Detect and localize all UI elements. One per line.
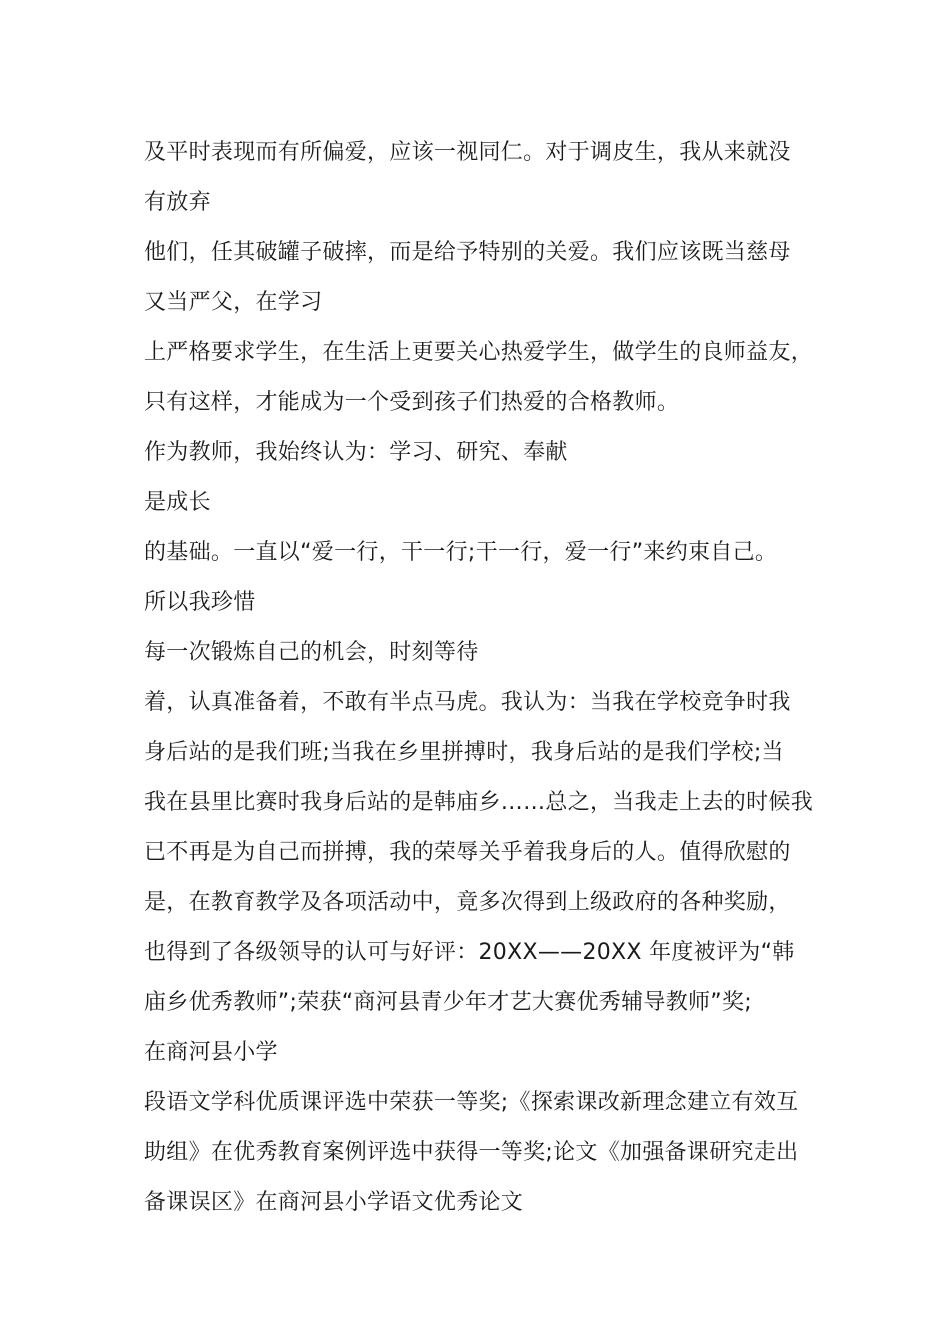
text-line: 助组》在优秀教育案例评选中获得一等奖;论文《加强备课研究走出 <box>144 1140 799 1165</box>
text-line: 备课误区》在商河县小学语文优秀论文 <box>144 1190 524 1215</box>
text-line: 也得到了各级领导的认可与好评：20XX——20XX 年度被评为“韩 <box>144 940 795 965</box>
text-line: 我在县里比赛时我身后站的是韩庙乡……总之，当我走上去的时候我 <box>144 790 814 815</box>
text-line: 段语文学科优质课评选中荣获一等奖;《探索课改新理念建立有效互 <box>144 1090 799 1115</box>
text-line: 上严格要求学生，在生活上更要关心热爱学生，做学生的良师益友， <box>144 340 814 365</box>
text-line: 的基础。一直以“爱一行，干一行;干一行，爱一行”来约束自己。 <box>144 540 778 565</box>
text-line: 每一次锻炼自己的机会，时刻等待 <box>144 640 479 665</box>
text-line: 及平时表现而有所偏爱，应该一视同仁。对于调皮生，我从来就没 <box>144 140 791 165</box>
text-line: 所以我珍惜 <box>144 590 256 615</box>
text-line: 又当严父，在学习 <box>144 290 323 315</box>
text-line: 是成长 <box>144 490 211 515</box>
text-line: 已不再是为自己而拼搏，我的荣辱关乎着我身后的人。值得欣慰的 <box>144 840 791 865</box>
text-line: 身后站的是我们班;当我在乡里拼搏时，我身后站的是我们学校;当 <box>144 740 784 765</box>
text-line: 着，认真准备着，不敢有半点马虎。我认为：当我在学校竞争时我 <box>144 690 791 715</box>
text-line: 只有这样，才能成为一个受到孩子们热爱的合格教师。 <box>144 390 680 415</box>
text-line: 有放弃 <box>144 190 211 215</box>
text-line: 是，在教育教学及各项活动中，竟多次得到上级政府的各种奖励， <box>144 890 791 915</box>
text-line: 作为教师，我始终认为：学习、研究、奉献 <box>144 440 568 465</box>
text-line: 在商河县小学 <box>144 1040 278 1065</box>
text-line: 他们，任其破罐子破摔，而是给予特别的关爱。我们应该既当慈母 <box>144 240 791 265</box>
body-text <box>144 128 844 1228</box>
text-line: 庙乡优秀教师”;荣获“商河县青少年才艺大赛优秀辅导教师”奖; <box>144 990 753 1015</box>
